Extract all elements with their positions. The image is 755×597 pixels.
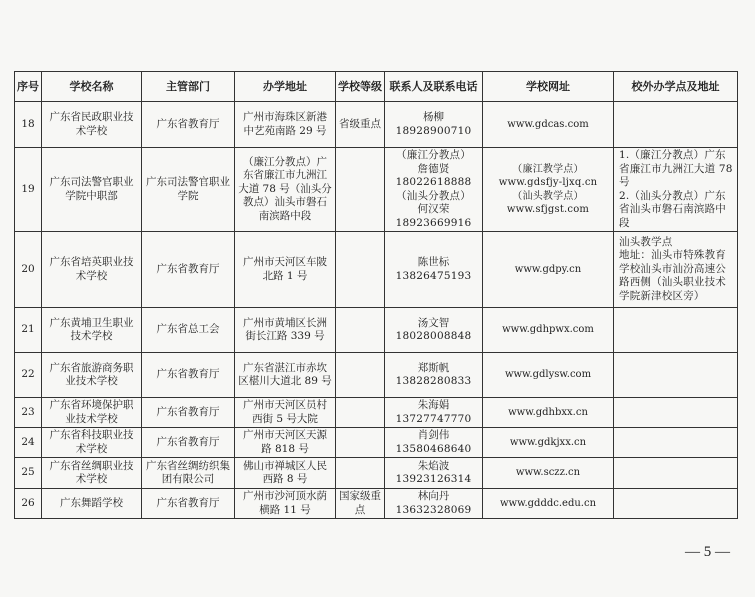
offsite-2: 2.（汕头分教点）广东省汕头市磐石南滨路中段 [619,189,726,229]
cell-address: 广东省湛江市赤坎区椹川大道北 89 号 [235,353,336,398]
cell-offsite [614,428,738,458]
cell-no: 20 [15,232,42,308]
cell-school: 广东省科技职业技术学校 [42,428,142,458]
cell-level [336,232,385,308]
cell-school: 广东黄埔卫生职业技术学校 [42,308,142,353]
cell-address: 广州市天河区天源路 818 号 [235,428,336,458]
cell-dept: 广东省教育厅 [142,398,235,428]
cell-address: 广州市黄埔区长洲街长江路 339 号 [235,308,336,353]
header-contact: 联系人及联系电话 [385,72,483,102]
offsite-title: 汕头教学点 [619,235,673,248]
contact-phone-1: 18022618888 [395,176,472,188]
cell-level [336,148,385,232]
cell-no: 25 [15,458,42,489]
cell-contact [385,102,483,148]
contact-phone: 13923126314 [395,473,472,485]
contact-name: 朱海娟 [417,399,450,411]
cell-offsite [614,232,738,308]
cell-level [336,458,385,489]
cell-address: 广州市天河区员村西街 5 号大院 [235,398,336,428]
table-row [15,102,738,148]
contact-name: 林向丹 [417,490,450,502]
cell-address: 广州市沙河顶水荫横路 11 号 [235,489,336,519]
cell-website[interactable]: www.gdhbxx.cn [483,398,614,428]
contact-phone: 13826475193 [395,269,472,282]
cell-level [336,308,385,353]
website-branch-2: （汕头教学点） [512,190,584,202]
cell-school: 广东省民政职业技术学校 [42,102,142,148]
cell-dept: 广东省教育厅 [142,428,235,458]
contact-name: 肖剑伟 [417,429,450,441]
contact-name-2: 何汉荣 [417,203,450,215]
cell-website [483,148,614,232]
cell-level [336,398,385,428]
cell-no: 23 [15,398,42,428]
cell-website[interactable]: www.sczz.cn [483,458,614,489]
cell-school: 广东舞蹈学校 [42,489,142,519]
contact-name: 汤文智 [417,316,450,329]
website-url-2[interactable]: www.sfjgst.com [506,204,590,215]
contact-phone: 13828280833 [395,375,472,387]
table-row [15,148,738,232]
contact-name: 郑斯帆 [417,361,450,374]
contact-phone: 18028008848 [395,330,472,342]
cell-website[interactable]: www.gdhpwx.com [483,308,614,353]
cell-level [336,428,385,458]
cell-website[interactable]: www.gdpy.cn [483,232,614,308]
cell-dept: 广东省教育厅 [142,232,235,308]
cell-level: 国家级重点 [336,489,385,519]
contact-branch-1: （廉江分教点） [396,149,471,161]
cell-dept: 广东司法警官职业学院 [142,148,235,232]
header-dept: 主管部门 [142,72,235,102]
cell-contact [385,489,483,519]
cell-level [336,353,385,398]
cell-no: 26 [15,489,42,519]
header-seq: 序号 [15,72,42,102]
header-address: 办学地址 [235,72,336,102]
cell-school: 广东省丝绸职业技术学校 [42,458,142,489]
cell-contact [385,148,483,232]
cell-school: 广东省环境保护职业技术学校 [42,398,142,428]
cell-offsite [614,308,738,353]
cell-contact [385,428,483,458]
cell-website[interactable]: www.gdcas.com [483,102,614,148]
header-level: 学校等级 [336,72,385,102]
cell-dept: 广东省教育厅 [142,353,235,398]
cell-contact [385,398,483,428]
contact-phone: 13632328069 [395,503,472,516]
offsite-address: 地址：汕头市特殊教育学校汕头市汕汾高速公路西侧（汕头职业技术学院新津校区旁） [619,249,726,302]
cell-offsite [614,458,738,489]
contact-name: 陈世标 [417,256,450,268]
contact-phone-2: 18923669916 [395,216,472,229]
cell-school: 广东省旅游商务职业技术学校 [42,353,142,398]
cell-offsite [614,353,738,398]
cell-address: （廉江分教点）广东省廉江市九洲江大道 78 号（汕头分教点）汕头市磐石南滨路中段 [235,148,336,232]
page-number: — 5 — [685,544,730,560]
cell-contact [385,308,483,353]
website-branch-1: （廉江教学点） [512,163,584,175]
table-row [15,398,738,428]
contact-phone: 13580468640 [395,442,472,455]
offsite-1: 1.（廉江分教点）广东省廉江市九洲江大道 78 号 [619,149,733,188]
cell-offsite [614,102,738,148]
table-row [15,353,738,398]
cell-website[interactable]: www.gdkjxx.cn [483,428,614,458]
cell-address: 佛山市禅城区人民西路 8 号 [235,458,336,489]
cell-offsite [614,398,738,428]
table-row [15,308,738,353]
cell-no: 18 [15,102,42,148]
header-school: 学校名称 [42,72,142,102]
contact-phone: 18928900710 [395,124,472,137]
cell-contact [385,353,483,398]
cell-dept: 广东省总工会 [142,308,235,353]
cell-dept: 广东省丝绸纺织集团有限公司 [142,458,235,489]
contact-phone: 13727747770 [395,412,472,425]
table-header-row [15,72,738,102]
contact-branch-2: （汕头分教点） [396,189,471,202]
header-website: 学校网址 [483,72,614,102]
cell-level: 省级重点 [336,102,385,148]
cell-school: 广东司法警官职业学院中职部 [42,148,142,232]
cell-school: 广东省培英职业技术学校 [42,232,142,308]
school-table [14,71,738,519]
header-offsite: 校外办学点及地址 [614,72,738,102]
cell-no: 24 [15,428,42,458]
table-row [15,232,738,308]
cell-dept: 广东省教育厅 [142,489,235,519]
table-row [15,458,738,489]
cell-offsite [614,148,738,232]
cell-contact [385,458,483,489]
cell-website[interactable]: www.gdlysw.com [483,353,614,398]
contact-name: 杨柳 [423,111,444,123]
cell-no: 22 [15,353,42,398]
table-row [15,428,738,458]
cell-dept: 广东省教育厅 [142,102,235,148]
contact-name: 朱焰波 [417,459,450,472]
cell-address: 广州市海珠区新港中艺苑南路 29 号 [235,102,336,148]
cell-website[interactable]: www.gdddc.edu.cn [483,489,614,519]
cell-no: 19 [15,148,42,232]
table-row [15,489,738,519]
website-url-1[interactable]: www.gdsfjy-ljxq.cn [498,177,598,188]
cell-offsite [614,489,738,519]
contact-name-1: 詹德贤 [417,162,450,175]
cell-contact [385,232,483,308]
cell-address: 广州市天河区车陂北路 1 号 [235,232,336,308]
cell-no: 21 [15,308,42,353]
